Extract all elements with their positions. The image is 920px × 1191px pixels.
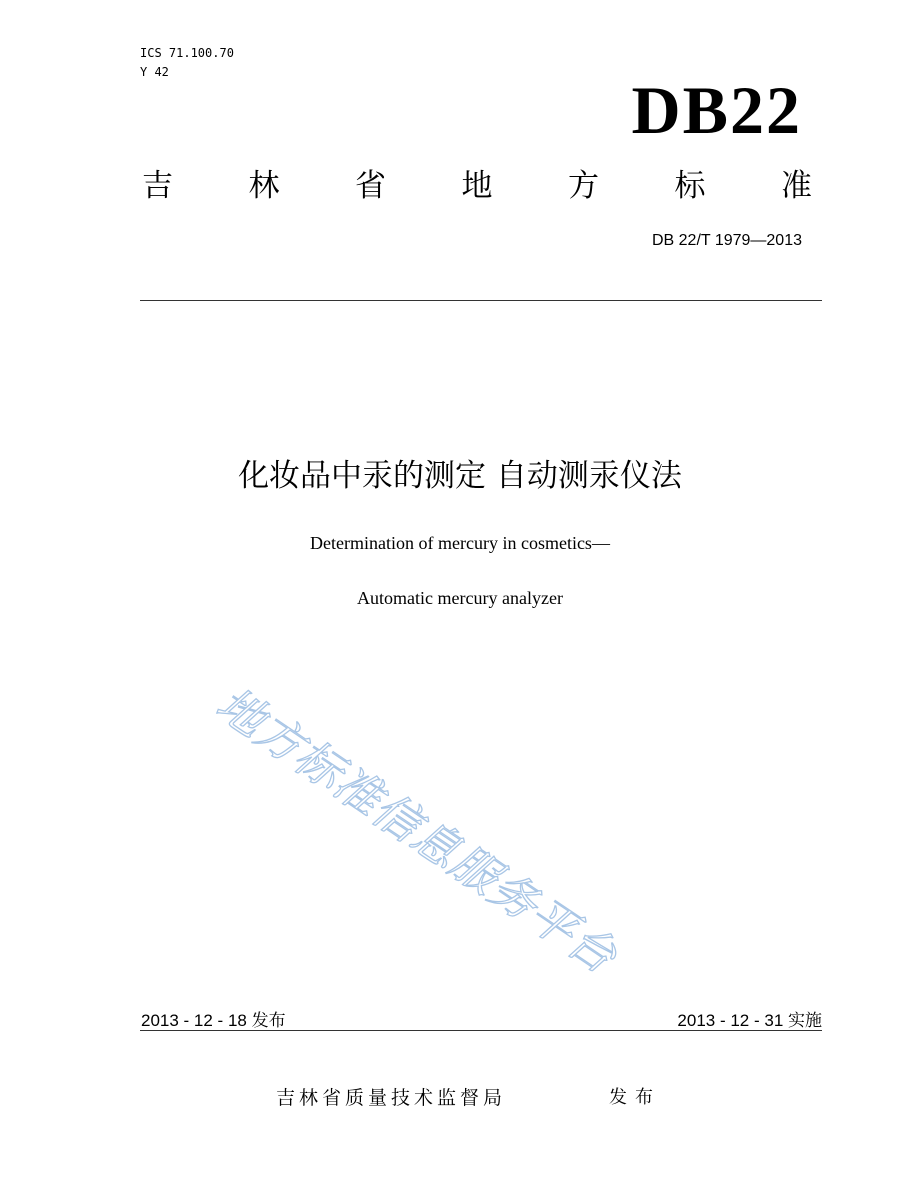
issue-date: 2013 - 12 - 18 发布 — [141, 1011, 286, 1030]
implementation-date: 2013 - 12 - 31 实施 — [677, 1011, 822, 1030]
standard-logo: DB22 — [631, 72, 802, 148]
chinese-title: 化妆品中汞的测定 自动测汞仪法 — [238, 458, 682, 494]
header-divider — [140, 300, 822, 301]
issuing-authority: 吉林省质量技术监督局 — [276, 1087, 507, 1109]
watermark: 地方标准信息服务平台 — [206, 676, 627, 984]
english-title-line1: Determination of mercury in cosmetics— — [310, 533, 610, 553]
province-title-char: 林 — [248, 168, 280, 204]
date-divider — [140, 1030, 822, 1031]
english-title-line2: Automatic mercury analyzer — [357, 588, 563, 608]
province-title-char: 标 — [674, 168, 706, 204]
standard-number: DB 22/T 1979—2013 — [651, 232, 802, 249]
publish-label: 发布 — [609, 1087, 661, 1108]
province-standard-title — [142, 166, 812, 206]
province-title-char: 吉 — [142, 168, 173, 204]
province-title-char: 方 — [568, 168, 599, 204]
ics-code: ICS 71.100.70 — [140, 46, 234, 60]
classification-codes — [140, 44, 234, 82]
province-title-char: 准 — [781, 168, 812, 204]
province-title-char: 省 — [355, 168, 386, 204]
province-title-char: 地 — [461, 168, 493, 204]
ccs-code: Y 42 — [140, 65, 169, 79]
